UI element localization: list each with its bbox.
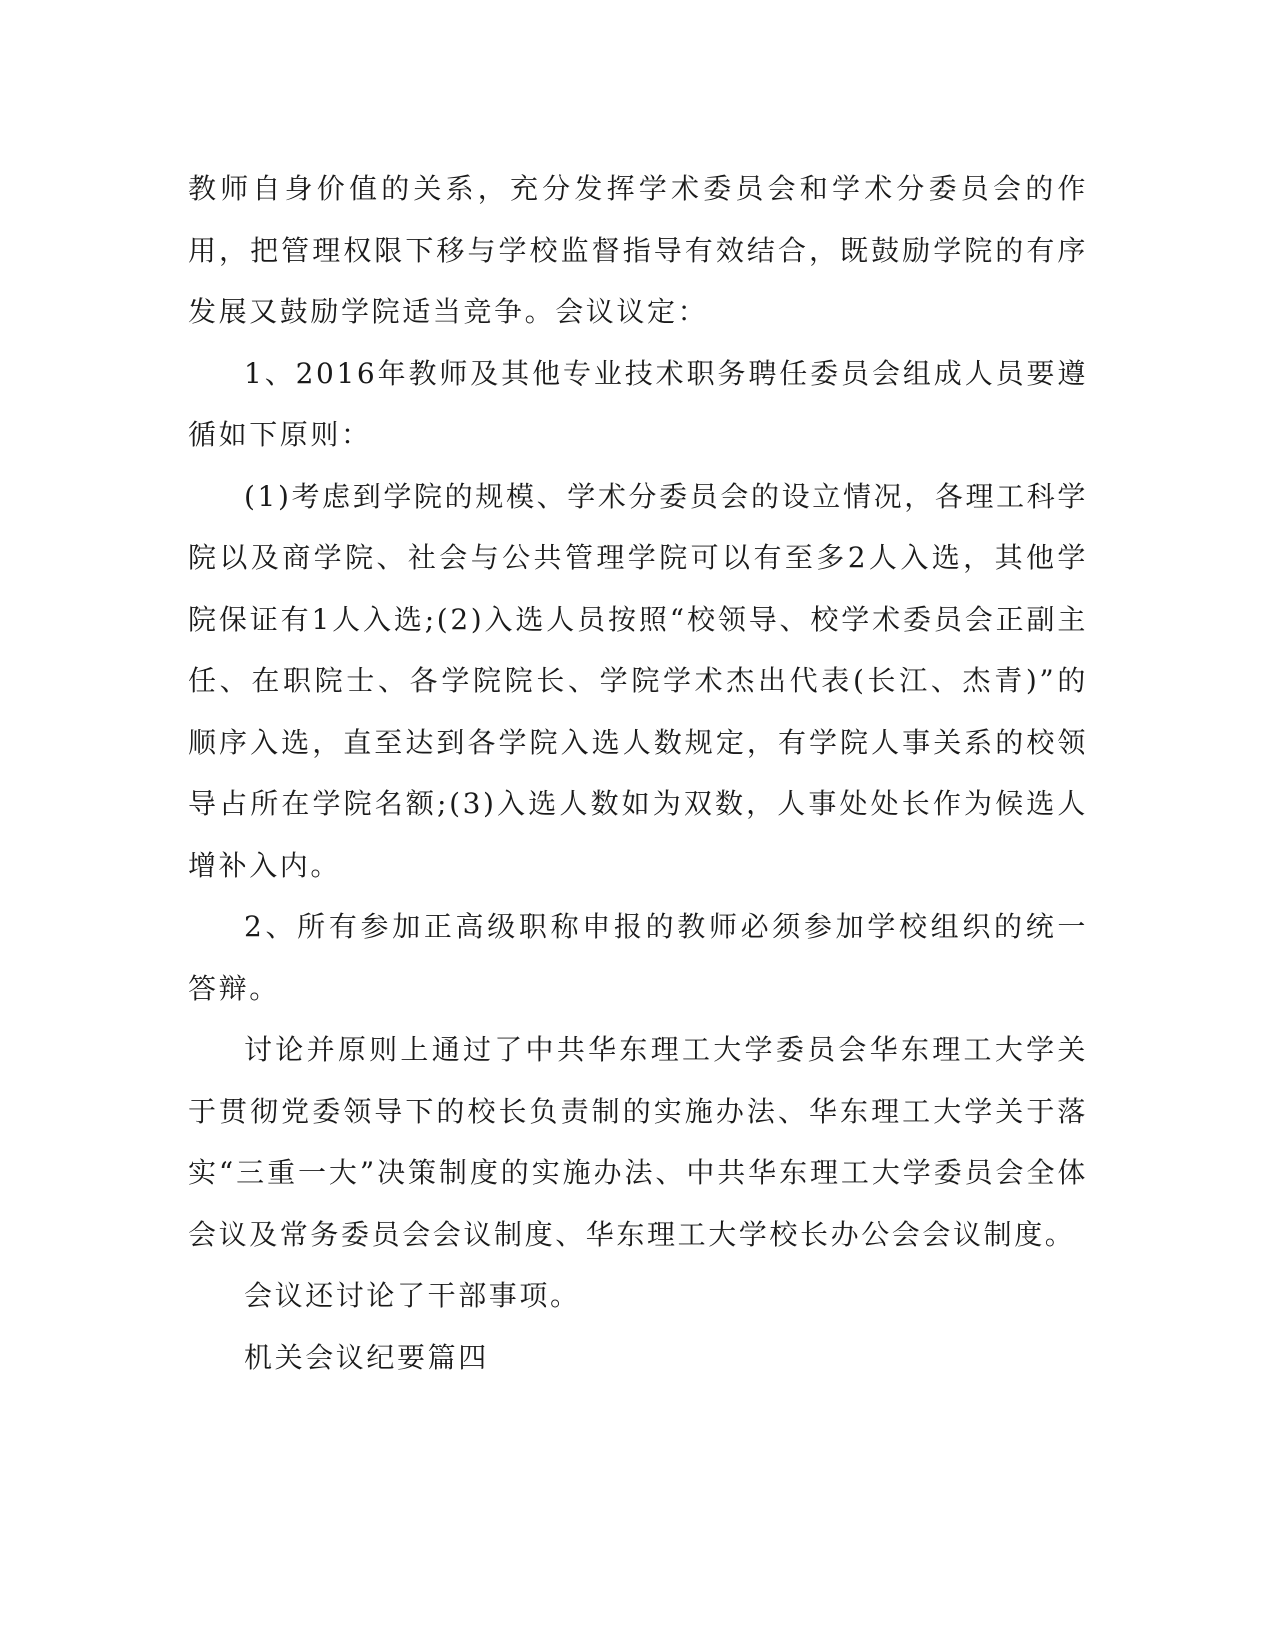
paragraph-discussion: 讨论并原则上通过了中共华东理工大学委员会华东理工大学关于贯彻党委领导下的校长负责制的实施办法、华东理工大学关于落实“三重一大”决策制度的实施办法、中共华东理工大学委员会全体会议及常务委员会会议制度、华东理工大学校长办公会会议制度。 [188, 1033, 1088, 1251]
paragraph-continuation: 教师自身价值的关系，充分发挥学术委员会和学术分委员会的作用，把管理权限下移与学校监督指导有效结合，既鼓励学院的有序发展又鼓励学院适当竞争。会议议定： [188, 172, 1088, 328]
document-body [188, 158, 1088, 1388]
paragraph-principles: (1)考虑到学院的规模、学术分委员会的设立情况，各理工科学院以及商学院、社会与公共管理学院可以有至多2人入选，其他学院保证有1人入选;(2)入选人员按照“校领导、校学术委员会正副主任、在职院士、各学院院长、学院学术杰出代表(长江、杰青)”的顺序入选，直至达到各学院入选人数规定，有学院人事关系的校领导占所在学院名额;(3)入选人数如为双数，人事处处长作为候选人增补入内。 [188, 479, 1088, 882]
paragraph-cadre-matters: 会议还讨论了干部事项。 [244, 1279, 581, 1312]
section-heading: 机关会议纪要篇四 [244, 1340, 489, 1374]
paragraph-item-2: 2、所有参加正高级职称申报的教师必须参加学校组织的统一答辩。 [188, 910, 1088, 1005]
paragraph-item-1: 1、2016年教师及其他专业技术职务聘任委员会组成人员要遵循如下原则： [188, 356, 1088, 451]
